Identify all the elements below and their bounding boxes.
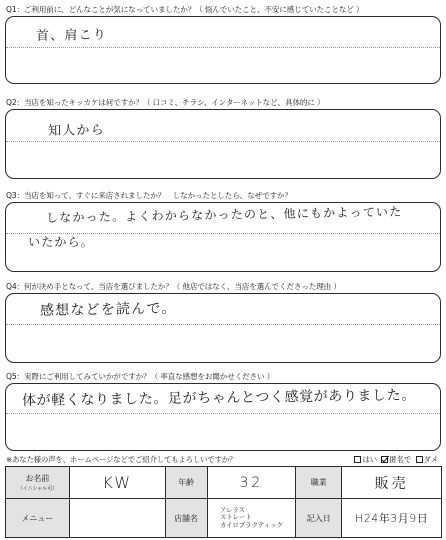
name-label: お名前 xyxy=(25,474,50,483)
consent-row xyxy=(6,454,442,465)
consent-initial-checkbox[interactable] xyxy=(381,456,388,463)
question-2-answer-box xyxy=(5,109,441,179)
answer-line xyxy=(6,324,440,325)
question-2-label: Q2：当店を知ったキッカケは何ですか？（ 口コミ、チラシ、インターネットなど、具体的に ） xyxy=(6,98,325,107)
question-1-answer-box xyxy=(5,16,441,84)
menu-label: メニュー xyxy=(6,499,70,538)
store-value-line-2: ストレート xyxy=(219,513,252,522)
consent-question: ※あなた様の声を、ホームページなどでご紹介してもよろしいですか？ xyxy=(6,455,237,464)
answer-line xyxy=(6,413,440,414)
store-label: 店舗名 xyxy=(165,499,207,538)
table-row xyxy=(6,499,442,538)
consent-initial-label: 匿名で xyxy=(389,455,412,464)
question-4-answer-box xyxy=(5,293,441,363)
respondent-info-table xyxy=(5,466,442,538)
table-row xyxy=(6,467,442,499)
question-3-answer-text-2: いたから。 xyxy=(28,235,95,249)
question-5-label: Q5：実際にご利用してみていかがですか？（ 率直な感想をお聞かせください ） xyxy=(6,372,275,381)
question-2-answer-text-1: 知人から xyxy=(47,123,105,139)
question-1-label: Q1：ご利用前に、どんなことが気になっていましたか？（ 悩んでいたこと、不安に感じていたことなど ） xyxy=(6,5,364,14)
question-3-answer-text-1: しなかった。よくわからなかったのと、他にもかよっていた xyxy=(45,204,403,225)
name-sub-label: （イニシャル可） xyxy=(17,486,58,492)
store-value-cell xyxy=(207,499,296,538)
answer-line xyxy=(6,141,440,142)
store-value-line-1: アレラス xyxy=(219,505,245,514)
answer-line xyxy=(6,47,440,48)
question-5-answer-text-1: 体が軽くなりました。足がちゃんとつく感覚がありました。 xyxy=(21,387,417,409)
question-4-label: Q4：何が決め手となって、当店を選びましたか？（ 他店ではなく、当店を選んでくださった理由 ） xyxy=(6,282,341,291)
name-label-cell xyxy=(6,467,70,499)
question-1-answer-text-1: 首、肩こり xyxy=(35,27,108,44)
age-label: 年齢 xyxy=(165,467,207,499)
name-value: KW xyxy=(69,467,165,499)
job-value: 販売 xyxy=(342,467,442,499)
date-label: 記入日 xyxy=(296,499,342,538)
question-3-label: Q3：当店を知って、すぐに来店されましたか？ しなかったとしたら、なぜですか？ xyxy=(6,191,292,200)
consent-yes-checkbox[interactable] xyxy=(354,456,361,463)
age-value: 32 xyxy=(207,467,296,499)
consent-no-label: ダメ xyxy=(423,455,438,464)
date-value: H24年3月9日 xyxy=(342,499,442,538)
menu-value xyxy=(69,499,165,538)
consent-no-checkbox[interactable] xyxy=(416,456,423,463)
store-value-line-3: カイロプラクティック xyxy=(219,520,284,529)
question-5-answer-box xyxy=(5,383,441,451)
consent-yes-label: はい xyxy=(362,455,377,464)
consent-options xyxy=(354,454,438,465)
job-label: 職業 xyxy=(296,467,342,499)
question-3-answer-box xyxy=(5,202,441,272)
question-4-answer-text-1: 感想などを読んで。 xyxy=(39,300,177,319)
store-value xyxy=(220,507,283,529)
